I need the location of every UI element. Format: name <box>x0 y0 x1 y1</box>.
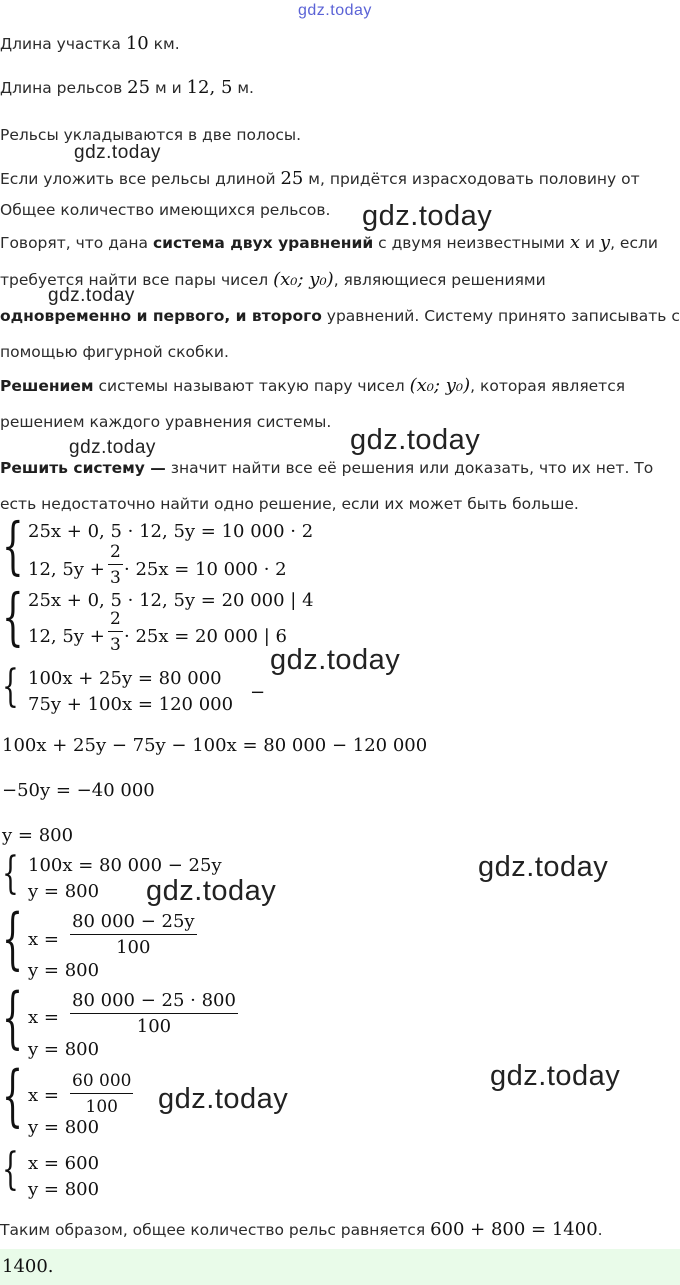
fraction-denominator: 100 <box>136 1016 172 1037</box>
text-fragment: м. <box>232 79 254 97</box>
system-4-line-1: 100x = 80 000 − 25y <box>28 855 222 876</box>
line-system-def-3 <box>0 306 680 326</box>
text-fragment: Говорят, что дана <box>0 234 153 252</box>
brace-system-6: { <box>2 979 23 1056</box>
text-fragment: и <box>579 234 600 252</box>
conclusion-line <box>0 1220 603 1240</box>
text-fragment: системы называют такую пару чисел <box>93 377 410 395</box>
watermark: gdz.today <box>362 200 493 232</box>
math-number: 25 <box>127 77 151 98</box>
line-system-def-1 <box>0 233 658 253</box>
system-6-lhs: x = <box>28 1007 59 1028</box>
fraction-numerator: 2 <box>108 608 123 632</box>
system-3-line-2: 75y + 100x = 120 000 <box>28 694 234 715</box>
system-5-lhs: x = <box>28 929 59 950</box>
text-fragment: км. <box>148 35 180 53</box>
brace-system-5: { <box>2 900 23 977</box>
system-2-fraction <box>108 608 123 656</box>
text-fragment: м, придётся израсходовать половину от <box>303 170 640 188</box>
text-fragment: . <box>597 1221 603 1239</box>
system-1-line-2a: 12, 5y + <box>28 559 105 580</box>
watermark: gdz.today <box>270 644 401 676</box>
watermark: gdz.today <box>158 1083 289 1115</box>
line-solve-def-2: есть недостаточно найти одно решение, если их может быть больше. <box>0 495 579 513</box>
line-rail-length <box>0 78 254 98</box>
fraction-numerator: 60 000 <box>70 1070 133 1094</box>
brace-system-8: { <box>2 1144 19 1195</box>
text-fragment: значит найти все её решения или доказать, что их нет. То <box>165 459 654 477</box>
system-7-fraction <box>70 1070 133 1118</box>
system-6-line-2: y = 800 <box>28 1039 100 1060</box>
fraction-numerator: 2 <box>108 541 123 565</box>
system-6-fraction <box>70 990 238 1038</box>
text-fragment: с двумя неизвестными <box>373 234 570 252</box>
fraction-denominator: 3 <box>110 568 121 588</box>
line-solution-def-1 <box>0 376 625 396</box>
text-fragment: Длина участка <box>0 35 126 53</box>
text-fragment: м и <box>150 79 187 97</box>
brace-system-1: { <box>2 509 24 582</box>
line-solve-def-1 <box>0 458 653 478</box>
system-1-fraction <box>108 541 123 589</box>
system-8-line-2: y = 800 <box>28 1179 100 1200</box>
watermark: gdz.today <box>350 424 481 456</box>
line-two-lanes: Рельсы укладываются в две полосы. <box>0 126 302 144</box>
system-4-line-2: y = 800 <box>28 881 100 902</box>
brace-system-2: { <box>2 580 24 653</box>
math-expression: 600 + 800 = 1400 <box>430 1219 598 1240</box>
math-var: y <box>599 232 611 253</box>
text-fragment: Если уложить все рельсы длиной <box>0 170 281 188</box>
text-fragment: уравнений. Систему принято записывать с <box>321 307 680 325</box>
text-fragment: , если <box>610 234 658 252</box>
bold-term: система двух уравнений <box>152 234 374 252</box>
system-5-fraction <box>70 911 197 959</box>
watermark: gdz.today <box>490 1060 621 1092</box>
watermark: gdz.today <box>478 851 609 883</box>
line-system-def-4: помощью фигурной скобки. <box>0 343 229 361</box>
system-1-line-2b: · 25x = 10 000 · 2 <box>124 559 287 580</box>
system-7-lhs: x = <box>28 1085 59 1106</box>
line-total-count: Общее количество имеющихся рельсов. <box>0 201 331 219</box>
answer-value: 1400. <box>2 1256 54 1277</box>
line-if-laid <box>0 169 640 189</box>
brace-system-3: { <box>2 661 19 712</box>
watermark: gdz.today <box>74 142 161 163</box>
fraction-numerator: 80 000 − 25y <box>70 911 197 935</box>
system-2-line-2b: · 25x = 20 000 | 6 <box>124 626 287 647</box>
math-number: 10 <box>125 33 149 54</box>
text-fragment: , являющиеся решениями <box>333 271 546 289</box>
system-1-line-1: 25x + 0, 5 · 12, 5y = 10 000 · 2 <box>28 521 314 542</box>
math-pair: (x₀; y₀) <box>409 375 471 396</box>
system-5-line-2: y = 800 <box>28 960 100 981</box>
header-watermark: gdz.today <box>298 2 372 19</box>
math-var: x <box>569 232 580 253</box>
brace-system-4: { <box>2 848 19 899</box>
line-solution-def-2: решением каждого уравнения системы. <box>0 413 332 431</box>
fraction-numerator: 80 000 − 25 · 800 <box>70 990 238 1014</box>
watermark: gdz.today <box>48 285 135 306</box>
system-3-line-1: 100x + 25y = 80 000 <box>28 668 222 689</box>
system-3-subtract-sign: − <box>250 682 266 703</box>
text-fragment: , которая является <box>470 377 626 395</box>
equation-subtraction: 100x + 25y − 75y − 100x = 80 000 − 120 000 <box>2 735 428 756</box>
equation-minus-50y: −50y = −40 000 <box>2 780 155 801</box>
system-7-line-2: y = 800 <box>28 1117 100 1138</box>
system-2-line-2a: 12, 5y + <box>28 626 105 647</box>
bold-term: одновременно и первого, и второго <box>0 307 322 325</box>
equation-y-value: y = 800 <box>2 825 74 846</box>
system-2-line-1: 25x + 0, 5 · 12, 5y = 20 000 | 4 <box>28 590 314 611</box>
fraction-denominator: 100 <box>85 1097 118 1117</box>
math-pair: (x₀; y₀) <box>273 269 334 290</box>
text-fragment: Длина рельсов <box>0 79 128 97</box>
fraction-denominator: 100 <box>116 937 151 958</box>
math-number: 25 <box>280 168 304 189</box>
answer-box <box>0 1249 680 1285</box>
watermark: gdz.today <box>69 437 156 458</box>
bold-term: Решить систему — <box>0 459 166 477</box>
text-fragment: требуется найти все пары чисел <box>0 271 274 289</box>
brace-system-7: { <box>2 1057 23 1134</box>
fraction-denominator: 3 <box>110 635 121 655</box>
system-8-line-1: x = 600 <box>28 1153 100 1174</box>
bold-term: Решением <box>0 377 94 395</box>
line-plot-length <box>0 34 180 54</box>
text-fragment: Таким образом, общее количество рельс равняется <box>0 1221 431 1239</box>
math-number: 12, 5 <box>186 77 233 98</box>
watermark: gdz.today <box>146 875 277 907</box>
